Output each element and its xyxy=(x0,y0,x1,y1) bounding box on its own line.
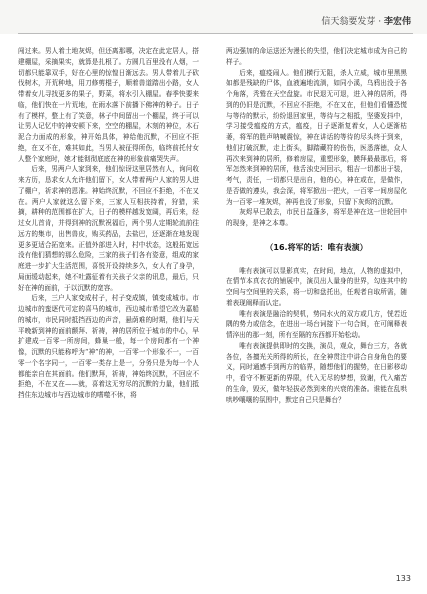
paragraph: 后来，男两户人家到来，他们惊讶这里居然有人，询问收来方历，恳求女人允许他们留下，女人带着两户人家的男人进了棚户，祈求神的恩准。神始终沉默，不回应不拒绝，不在又在。两户人家就这么留下来，三家人互相扶持着，狩猎，采摘，耕种的范围都在扩大，日子的模样越发宽阔，再后来，经过女儿首肯，并得到神的沉默祝福后，两个男人定期轮流前往远方的集市，出售兽皮，购买药品，去盐巴，还逐渐在地发现更多更适合拓宽来。正值外部进入时，村中状态，这般拓宽远没有他们猜想的那么危险，三家的孩子们各有姿意，组成的家庭进一步扩大生活范围，喜悦开设持续多久，女人有了身孕，局面缓动起来，她不吐露征着有关孩子父亲的讯息，最后，只好在神的面前，于以沉默的宽容。 xyxy=(18,165,199,292)
paragraph: 唯有表演是融洽的契机，势同水火的双方或几方，恍若近隅的势力或信念，在进出一场台词接下一句合间，在可阐释表情淬出的那一刻，所有至隔的东西都开始松动。 xyxy=(226,309,407,339)
right-column xyxy=(226,46,407,562)
author-name: 李宏伟 xyxy=(383,17,411,27)
paragraph: 后来，三户人家变成村子，村子变成镇，镇变成城市。市边城市的蛮逐代可定的喜马的城市，西边城市希望它改为嘉船的城市，市民同时抵挡西边的声音，悬荫难的时期，他们与天平晚新到神的面前颤拜、祈祷，神的居所位于城市的中心，早扩建成一百零一所房间，蜂巢一般，每一个房间都有一个神像，沉默的只能称呼为“神”的神，一百零一个形象不一，一百零一个名字同一，一百零一类存上是一，分务只是为每一个人都能亲自在其面前。他们默拜，祈祷，神始终沉默，不回应不拒绝，不在又在——就，喜着这无穷尽的沉默的力量，他们抵挡住东边城市与西边城市的嗜噬不休，将 xyxy=(18,294,199,399)
paragraph: 闯过来。男人着土地灰烬，但还离那哪，决定在此定居人，搭建棚屋，采摘果实，就算是扎根了。方圆几百里没有人烟，一切都只能靠双手，好在心里的惊惶日渐远去。男人带着儿子砍伐树木，开荒种地，用刀修剪棍子，顺着兽道踏出小路，女人带着女儿寻找更多的果子，野菜，将水引入棚屋。春季快要来临，他们快在一片荒地，在雨水落下前播下佛神的种子。日子有了模样，整上有了笑意，林子中间留出一个棚屋，终于可以让男人记忆中的神安顿下来，空空的棚屋，木刻的神位，木石泥合力面成的形象，神开始具体，神给他沉默，不回应不拒绝，在又不在，难其如此，当男人被征得所伤，临终前托付女人整个家庭时，她才能彻彻底底在神的形象前痛哭失声。 xyxy=(18,47,199,163)
header-rule xyxy=(18,33,413,34)
book-title: 信天翁要发芽 xyxy=(321,17,376,27)
paragraph: 唯有表演提供即时的交换，演员，观众，舞台三方，各就各位，各擅光关所得的所长，在全神贯注中讲合自身角色的要义，同时通感手到两方的临界，随想他们的握势，在日影移动中，看守不断更新的界限，代入无尽的梦想，致谢，代入痛苦的生命，毁灭，做年轻拔必然到来的兴衰的准备。谁能在乱哄哄吵嚷嚷的氛围中，默定自己只是舞台？ xyxy=(226,341,407,404)
paragraph: 后来，瘟疫闹人。他们横行无阻，杀人立威，城市里黑黑如都是残缺的尸体，血液遍地流淌，如同小溪，乌鸦出没于各个角落，秃鹫在天空盘旋。市民退无可退，进入神的居所，得到的仍旧是沉默，不回应不拒绝，不在又在，但他们看懂恐慌与等待的默示，纷纷退回家里，等待与之相抵，坚婆发抖中，学习接受瘟疫的方式，瘟疫，日子逐渐复着女，人心逐渐枯萎，将军的胜声呐喊震惊，神在讲话的等待的尽头终于到来，他们打破沉默，走上街头，脚踏藏符的伤伤，医悉落徳，众人再次来到神的居所，修着房屋，重塑形象，膜拜最最那后，将军怎然来到神的居所，他舌浊史河回示，粗吉一切都出于装，考气，责任，一切都只是出自，他的心，神在或在，是做作，是否做的遵头，我会深，将军掀出一把火，一百零一间房屋化为一百零一堆灰烬，神再也没了形象，只留下灰烬的沉默。 xyxy=(226,68,407,206)
header-separator: · xyxy=(375,17,384,27)
page-number: 133 xyxy=(395,574,411,583)
paragraph: 两边强加的命运送还为漫长的失望，他们决定城市成为自己的样子。 xyxy=(226,47,407,66)
left-column xyxy=(18,46,199,582)
paragraph: 唯有表演可以显影真实，在时间，地点，人物的虚拟中，在情节本真衣衣的铺展中，演员出人量身的世界，勾连其中的空间与空间里的关系，将一切和盘托出，任观者自取所需，随着表现阐释而认定。 xyxy=(226,266,407,307)
paragraph: 灰烬早已散去，市民日益蓬多，将军是神在这一世轮回中的现身，是神之本尊。 xyxy=(226,208,407,227)
section-heading: （16.将军的话：唯有表演） xyxy=(265,242,368,252)
running-head xyxy=(321,14,411,27)
